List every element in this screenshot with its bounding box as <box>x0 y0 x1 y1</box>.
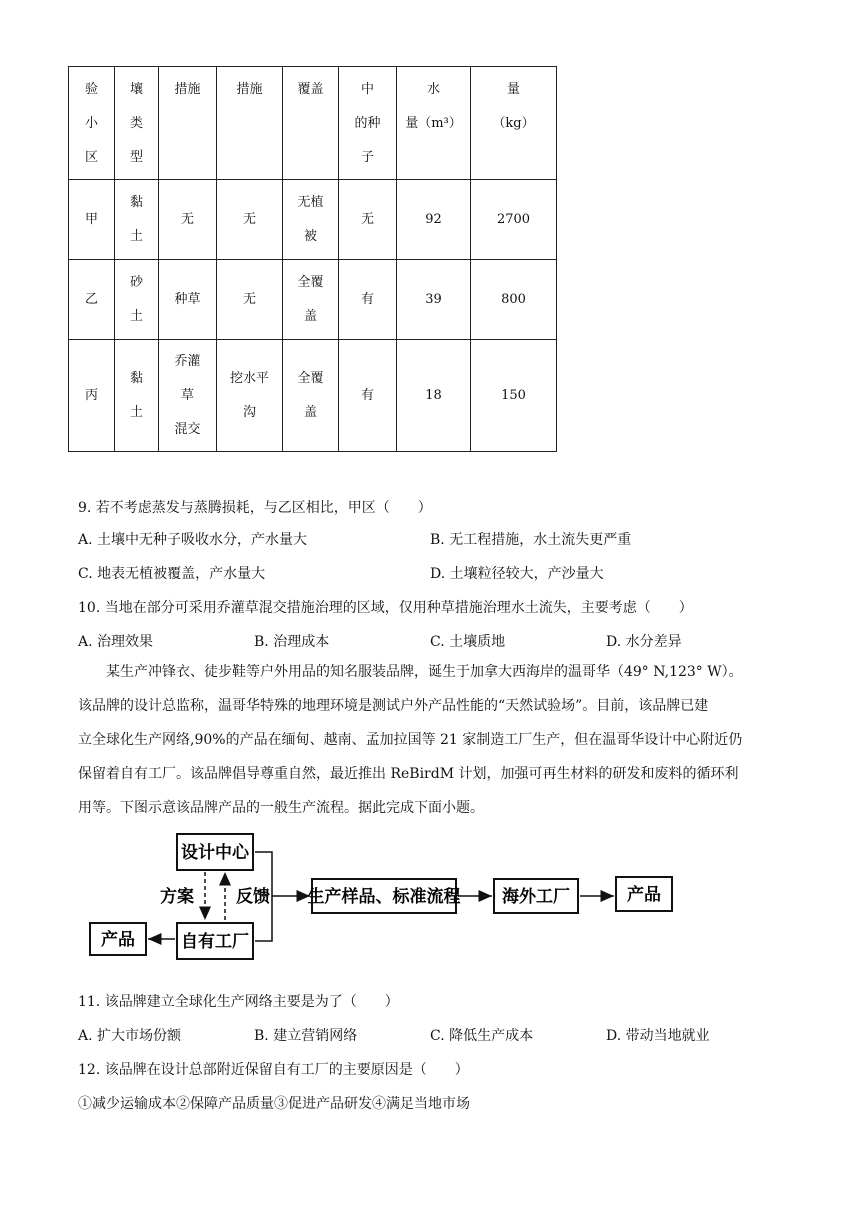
table-cell: 有 <box>339 340 397 452</box>
q11-option-a[interactable]: A. 扩大市场份额 <box>78 1028 182 1044</box>
q12-statement-list: ①减少运输成本②保障产品质量③促进产品研发④满足当地市场 <box>78 1096 470 1112</box>
table-cell: 黏 土 <box>115 180 159 260</box>
table-cell: 无 <box>217 260 283 340</box>
header-cell: 措施 <box>217 67 283 180</box>
own-factory-label: 自有工厂 <box>181 932 249 952</box>
question-9-stem: 9. 若不考虑蒸发与蒸腾损耗，与乙区相比，甲区（ ） <box>78 500 432 516</box>
table-cell: 18 <box>397 340 471 452</box>
header-cell: 水 量（m³） <box>397 67 471 180</box>
table-row <box>69 340 557 452</box>
q10-option-d[interactable]: D. 水分差异 <box>606 634 682 650</box>
passage-line: 立全球化生产网络,90%的产品在缅甸、越南、孟加拉国等 21 家制造工厂生产，但在温哥华设计中心附近仍 <box>78 732 743 748</box>
table-cell: 150 <box>471 340 557 452</box>
samples-label: 生产样品、标准流程 <box>307 887 461 907</box>
header-cell: 中 的种 子 <box>339 67 397 180</box>
table-cell: 92 <box>397 180 471 260</box>
q10-option-a[interactable]: A. 治理效果 <box>78 634 154 650</box>
table-header-row <box>69 67 557 180</box>
q11-option-b[interactable]: B. 建立营销网络 <box>254 1028 358 1044</box>
plan-label: 方案 <box>160 887 194 907</box>
header-cell: 措施 <box>159 67 217 180</box>
table-cell: 乙 <box>69 260 115 340</box>
feedback-label: 反馈 <box>236 887 270 907</box>
table-cell: 丙 <box>69 340 115 452</box>
table-cell: 种草 <box>159 260 217 340</box>
header-cell: 覆盖 <box>283 67 339 180</box>
header-cell: 量 （kg） <box>471 67 557 180</box>
q9-option-b[interactable]: B. 无工程措施，水土流失更严重 <box>430 532 632 548</box>
table-cell: 无植 被 <box>283 180 339 260</box>
q9-option-d[interactable]: D. 土壤粒径较大，产沙量大 <box>430 566 604 582</box>
table-row <box>69 260 557 340</box>
reading-passage <box>78 655 784 825</box>
table-cell: 甲 <box>69 180 115 260</box>
q11-option-c[interactable]: C. 降低生产成本 <box>430 1028 534 1044</box>
table-cell: 无 <box>217 180 283 260</box>
q10-option-b[interactable]: B. 治理成本 <box>254 634 330 650</box>
q11-option-d[interactable]: D. 带动当地就业 <box>606 1028 710 1044</box>
table-cell: 乔灌 草 混交 <box>159 340 217 452</box>
question-12-stem: 12. 该品牌在设计总部附近保留自有工厂的主要原因是（ ） <box>78 1062 469 1078</box>
q9-option-c[interactable]: C. 地表无植被覆盖，产水量大 <box>78 566 266 582</box>
table-cell: 有 <box>339 260 397 340</box>
table-cell: 挖水平 沟 <box>217 340 283 452</box>
header-cell: 壤 类 型 <box>115 67 159 180</box>
table-cell: 砂 土 <box>115 260 159 340</box>
experiment-table <box>68 66 557 452</box>
q10-option-c[interactable]: C. 土壤质地 <box>430 634 506 650</box>
question-11-stem: 11. 该品牌建立全球化生产网络主要是为了（ ） <box>78 994 399 1010</box>
question-10-stem: 10. 当地在部分可采用乔灌草混交措施治理的区域，仅用种草措施治理水土流失，主要考虑（ ） <box>78 600 693 616</box>
passage-line: 该品牌的设计总监称，温哥华特殊的地理环境是测试户外产品性能的“天然试验场”。目前，该品牌已建 <box>78 698 709 714</box>
table-cell: 全覆 盖 <box>283 340 339 452</box>
table-cell: 黏 土 <box>115 340 159 452</box>
q9-option-a[interactable]: A. 土壤中无种子吸收水分，产水量大 <box>78 532 308 548</box>
table-cell: 2700 <box>471 180 557 260</box>
table-cell: 无 <box>339 180 397 260</box>
table-row <box>69 180 557 260</box>
passage-line: 保留着自有工厂。该品牌倡导尊重自然，最近推出 ReBirdM 计划，加强可再生材料的研发和废料的循环利 <box>78 766 739 782</box>
table-cell: 800 <box>471 260 557 340</box>
table-cell: 全覆 盖 <box>283 260 339 340</box>
overseas-factory-label: 海外工厂 <box>502 887 570 907</box>
product-left-label: 产品 <box>101 930 135 950</box>
table-cell: 无 <box>159 180 217 260</box>
design-center-label: 设计中心 <box>181 843 249 863</box>
passage-line: 某生产冲锋衣、徒步鞋等户外用品的知名服装品牌，诞生于加拿大西海岸的温哥华（49° N,123° W）。 <box>106 664 743 680</box>
product-right-label: 产品 <box>627 885 661 905</box>
passage-line: 用等。下图示意该品牌产品的一般生产流程。据此完成下面小题。 <box>78 800 484 816</box>
table-cell: 39 <box>397 260 471 340</box>
production-flow-diagram <box>86 828 686 964</box>
header-cell: 验 小 区 <box>69 67 115 180</box>
